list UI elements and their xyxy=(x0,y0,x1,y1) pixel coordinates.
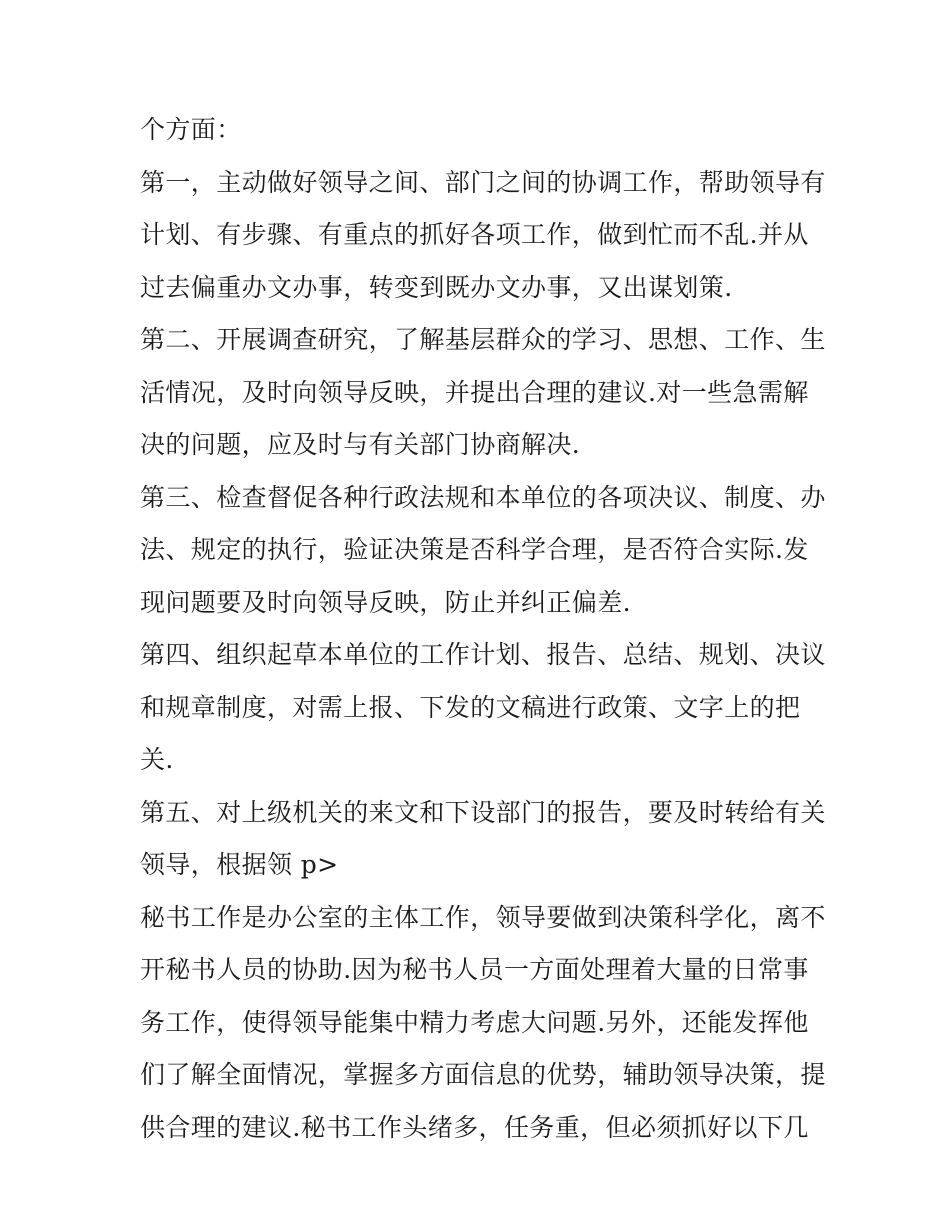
text-line: 第三、检查督促各种行政法规和本单位的各项决议、制度、办 xyxy=(140,482,826,512)
text-line: 秘书工作是办公室的主体工作，领导要做到决策科学化，离不 xyxy=(140,902,826,932)
document-body xyxy=(140,104,830,1154)
text-line: 计划、有步骤、有重点的抓好各项工作，做到忙而不乱.并从 xyxy=(140,220,809,249)
text-line: 过去偏重办文办事，转变到既办文办事，又出谋划策. xyxy=(140,272,733,302)
text-line: 务工作，使得领导能集中精力考虑大问题.另外，还能发挥他 xyxy=(140,1007,809,1037)
text-line: 第二、开展调查研究，了解基层群众的学习、思想、工作、生 xyxy=(140,325,826,354)
text-line: 和规章制度，对需上报、下发的文稿进行政策、文字上的把 xyxy=(140,692,801,722)
text-line: 开秘书人员的协助.因为秘书人员一方面处理着大量的日常事 xyxy=(140,955,809,984)
text-line: 法、规定的执行，验证决策是否科学合理，是否符合实际.发 xyxy=(140,535,809,564)
text-line: 个方面： xyxy=(140,115,242,144)
text-line: 供合理的建议.秘书工作头绪多，任务重，但必须抓好以下几 xyxy=(140,1112,809,1142)
text-line: 现问题要及时向领导反映，防止并纠正偏差. xyxy=(140,587,631,617)
text-line: 活情况，及时向领导反映，并提出合理的建议.对一些急需解 xyxy=(140,377,809,407)
text-line: 领导，根据领 p> xyxy=(140,850,339,879)
text-line: 决的问题，应及时与有关部门协商解决. xyxy=(140,430,581,459)
text-line: 第四、组织起草本单位的工作计划、报告、总结、规划、决议 xyxy=(140,640,826,669)
text-line: 第一，主动做好领导之间、部门之间的协调工作，帮助领导有 xyxy=(140,167,826,197)
text-line: 关. xyxy=(140,745,174,774)
text-line: 第五、对上级机关的来文和下设部门的报告，要及时转给有关 xyxy=(140,797,826,827)
text-line: 们了解全面情况，掌握多方面信息的优势，辅助领导决策，提 xyxy=(140,1060,826,1089)
